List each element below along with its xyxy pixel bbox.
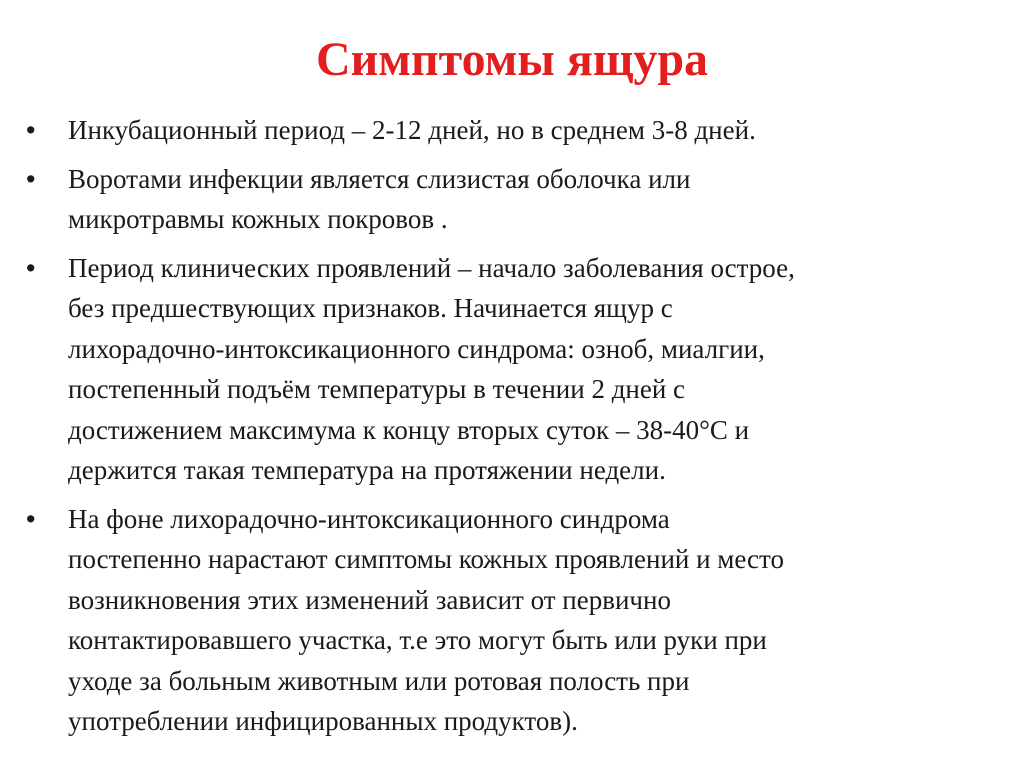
bullet-text-line: Инкубационный период – 2-12 дней, но в среднем 3-8 дней. — [68, 115, 756, 145]
bullet-icon: • — [26, 163, 36, 194]
bullet-text-line: микротравмы кожных покровов . — [68, 204, 448, 234]
bullet-text-line: Воротами инфекции является слизистая оболочка или — [68, 163, 691, 194]
bullet-text-line: постепенный подъём температуры в течении 2 дней с — [68, 374, 686, 404]
bullet-icon: • — [26, 252, 36, 283]
bullet-item — [26, 248, 1006, 491]
bullet-text-line: уходе за больным животным или ротовая полость при — [68, 665, 690, 696]
bullet-text-line: лихорадочно-интоксикационного синдрома: озноб, миалгии, — [68, 333, 765, 364]
bullet-text-line: На фоне лихорадочно-интоксикационного синдрома — [68, 503, 670, 534]
bullet-text-line: постепенно нарастают симптомы кожных проявлений и место — [68, 544, 784, 574]
bullet-list — [26, 110, 1006, 750]
bullet-text-line: держится такая температура на протяжении недели. — [68, 455, 666, 485]
bullet-text-line: достижением максимума к концу вторых суток – 38-40°С и — [68, 414, 750, 445]
bullet-item — [26, 499, 1006, 742]
bullet-text-line: возникновения этих изменений зависит от первично — [68, 584, 671, 615]
bullet-text-line: употреблении инфицированных продуктов). — [68, 706, 578, 736]
bullet-item — [26, 110, 1006, 151]
bullet-text-line: без предшествующих признаков. Начинается ящур с — [68, 293, 673, 323]
bullet-icon: • — [26, 115, 36, 145]
slide-title: Симптомы ящура — [315, 33, 709, 86]
bullet-icon: • — [26, 503, 36, 534]
bullet-text-line: контактировавшего участка, т.е это могут быть или руки при — [68, 625, 767, 655]
bullet-item — [26, 159, 1006, 240]
bullet-text-line: Период клинических проявлений – начало заболевания острое, — [68, 252, 795, 283]
